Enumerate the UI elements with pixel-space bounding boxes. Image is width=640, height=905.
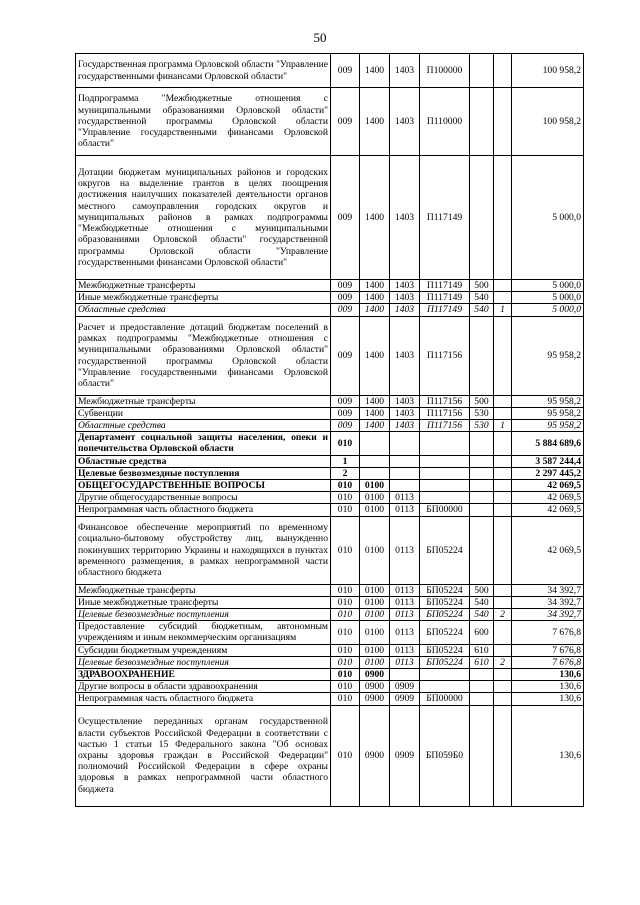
target-article-cell: П117156 (420, 316, 470, 395)
expense-type-cell: 500 (470, 280, 494, 292)
row-name-cell: Подпрограмма "Межбюджетные отношения с муниципальными образованиями Орловской области" государственной программы Орловской области "Управление государственными финансами Орловской области" (76, 88, 331, 156)
expense-type-cell: 530 (470, 420, 494, 432)
row-name-cell: Целевые безвозмездные поступления (76, 609, 331, 621)
expense-type-cell (470, 480, 494, 492)
funding-source-cell (494, 584, 512, 596)
row-name-cell: Департамент социальной защиты населения, опеки и попечительства Орловской области (76, 432, 331, 455)
ved-code-cell: 010 (331, 609, 360, 621)
row-name-cell: Субвенции (76, 407, 331, 419)
target-article-cell: БП05224 (420, 621, 470, 644)
ved-code-cell: 009 (331, 156, 360, 280)
section-code-cell (360, 467, 390, 479)
expense-type-cell: 540 (470, 596, 494, 608)
section-code-cell (360, 432, 390, 455)
amount-cell: 130,6 (512, 705, 584, 806)
target-article-cell: БП00000 (420, 693, 470, 705)
expense-type-cell (470, 681, 494, 693)
section-code-cell: 1400 (360, 280, 390, 292)
target-article-cell: БП05224 (420, 609, 470, 621)
ved-code-cell: 009 (331, 316, 360, 395)
amount-cell: 42 069,5 (512, 492, 584, 504)
section-code-cell: 1400 (360, 420, 390, 432)
amount-cell: 130,6 (512, 681, 584, 693)
amount-cell: 34 392,7 (512, 609, 584, 621)
amount-cell: 5 000,0 (512, 280, 584, 292)
amount-cell: 95 958,2 (512, 395, 584, 407)
section-code-cell: 0900 (360, 705, 390, 806)
target-article-cell: БП059Б0 (420, 705, 470, 806)
target-article-cell: БП05224 (420, 584, 470, 596)
funding-source-cell (494, 681, 512, 693)
subsection-code-cell (390, 467, 420, 479)
target-article-cell (420, 432, 470, 455)
ved-code-cell: 010 (331, 669, 360, 681)
expense-type-cell: 500 (470, 395, 494, 407)
amount-cell: 3 587 244,4 (512, 455, 584, 467)
funding-source-cell (494, 705, 512, 806)
amount-cell: 5 000,0 (512, 156, 584, 280)
section-code-cell: 1400 (360, 88, 390, 156)
funding-source-cell (494, 455, 512, 467)
amount-cell: 95 958,2 (512, 420, 584, 432)
section-code-cell: 0900 (360, 669, 390, 681)
ved-code-cell: 010 (331, 504, 360, 516)
ved-code-cell: 2 (331, 467, 360, 479)
target-article-cell: П117156 (420, 395, 470, 407)
section-code-cell: 0900 (360, 693, 390, 705)
table-row (76, 292, 584, 304)
section-code-cell: 0100 (360, 609, 390, 621)
table-row (76, 54, 584, 88)
amount-cell: 7 676,8 (512, 656, 584, 668)
expense-type-cell: 600 (470, 621, 494, 644)
funding-source-cell (494, 292, 512, 304)
ved-code-cell: 010 (331, 656, 360, 668)
subsection-code-cell: 0113 (390, 621, 420, 644)
table-row (76, 407, 584, 419)
subsection-code-cell (390, 669, 420, 681)
table-row (76, 644, 584, 656)
row-name-cell: Непрограммная часть областного бюджета (76, 504, 331, 516)
table-row (76, 395, 584, 407)
table-row (76, 455, 584, 467)
funding-source-cell (494, 395, 512, 407)
target-article-cell: П117149 (420, 304, 470, 316)
funding-source-cell (494, 467, 512, 479)
ved-code-cell: 1 (331, 455, 360, 467)
target-article-cell (420, 681, 470, 693)
section-code-cell: 0100 (360, 504, 390, 516)
row-name-cell: Другие вопросы в области здравоохранения (76, 681, 331, 693)
subsection-code-cell (390, 455, 420, 467)
section-code-cell: 0900 (360, 681, 390, 693)
expense-type-cell: 540 (470, 292, 494, 304)
target-article-cell (420, 669, 470, 681)
table-row (76, 596, 584, 608)
row-name-cell: Субсидии бюджетным учреждениям (76, 644, 331, 656)
row-name-cell: Межбюджетные трансферты (76, 395, 331, 407)
expense-type-cell (470, 455, 494, 467)
expense-type-cell: 530 (470, 407, 494, 419)
table-row (76, 681, 584, 693)
section-code-cell: 0100 (360, 644, 390, 656)
expense-type-cell (470, 693, 494, 705)
expense-type-cell (470, 467, 494, 479)
table-row (76, 693, 584, 705)
ved-code-cell: 009 (331, 88, 360, 156)
target-article-cell: П100000 (420, 54, 470, 88)
row-name-cell: Дотации бюджетам муниципальных районов и городских округов на выделение грантов в целях поощрения достижения наилучших показателей деятельности органов местного самоуправления городских округов и муниципальных районов в рамках подпрограммы "Межбюджетные отношения с муниципальными образованиями Орловской области" государственной программы Орловской области "Управление государственными финансами Орловской области" (76, 156, 331, 280)
table-row (76, 316, 584, 395)
ved-code-cell: 009 (331, 54, 360, 88)
row-name-cell: Областные средства (76, 455, 331, 467)
subsection-code-cell: 1403 (390, 54, 420, 88)
funding-source-cell (494, 492, 512, 504)
subsection-code-cell (390, 432, 420, 455)
ved-code-cell: 010 (331, 432, 360, 455)
funding-source-cell (494, 480, 512, 492)
row-name-cell: Иные межбюджетные трансферты (76, 596, 331, 608)
expense-type-cell (470, 156, 494, 280)
table-row (76, 584, 584, 596)
subsection-code-cell: 1403 (390, 420, 420, 432)
amount-cell: 5 000,0 (512, 304, 584, 316)
row-name-cell: Межбюджетные трансферты (76, 584, 331, 596)
table-row (76, 669, 584, 681)
subsection-code-cell: 1403 (390, 156, 420, 280)
subsection-code-cell: 0113 (390, 656, 420, 668)
section-code-cell: 1400 (360, 407, 390, 419)
funding-source-cell (494, 432, 512, 455)
target-article-cell: БП05224 (420, 596, 470, 608)
ved-code-cell: 010 (331, 584, 360, 596)
subsection-code-cell: 1403 (390, 304, 420, 316)
funding-source-cell (494, 88, 512, 156)
table-row (76, 88, 584, 156)
table-row (76, 705, 584, 806)
funding-source-cell: 1 (494, 304, 512, 316)
amount-cell: 34 392,7 (512, 584, 584, 596)
row-name-cell: ЗДРАВООХРАНЕНИЕ (76, 669, 331, 681)
section-code-cell: 1400 (360, 292, 390, 304)
expense-type-cell (470, 432, 494, 455)
subsection-code-cell: 0113 (390, 609, 420, 621)
funding-source-cell: 1 (494, 420, 512, 432)
subsection-code-cell: 1403 (390, 280, 420, 292)
section-code-cell: 0100 (360, 584, 390, 596)
ved-code-cell: 010 (331, 621, 360, 644)
subsection-code-cell: 0113 (390, 644, 420, 656)
target-article-cell: П117149 (420, 292, 470, 304)
ved-code-cell: 009 (331, 304, 360, 316)
target-article-cell: БП05224 (420, 644, 470, 656)
target-article-cell (420, 467, 470, 479)
table-row (76, 304, 584, 316)
budget-table (75, 53, 584, 807)
subsection-code-cell: 0909 (390, 705, 420, 806)
table-row (76, 420, 584, 432)
table-row (76, 492, 584, 504)
ved-code-cell: 010 (331, 596, 360, 608)
subsection-code-cell: 1403 (390, 395, 420, 407)
expense-type-cell (470, 54, 494, 88)
expense-type-cell: 540 (470, 609, 494, 621)
amount-cell: 7 676,8 (512, 621, 584, 644)
target-article-cell: П117156 (420, 407, 470, 419)
target-article-cell: П117149 (420, 156, 470, 280)
amount-cell: 95 958,2 (512, 316, 584, 395)
amount-cell: 100 958,2 (512, 54, 584, 88)
row-name-cell: Непрограммная часть областного бюджета (76, 693, 331, 705)
table-row (76, 504, 584, 516)
expense-type-cell (470, 705, 494, 806)
ved-code-cell: 009 (331, 420, 360, 432)
subsection-code-cell: 0909 (390, 681, 420, 693)
row-name-cell: Целевые безвозмездные поступления (76, 656, 331, 668)
subsection-code-cell: 1403 (390, 316, 420, 395)
funding-source-cell: 2 (494, 656, 512, 668)
funding-source-cell (494, 407, 512, 419)
section-code-cell: 0100 (360, 621, 390, 644)
table-row (76, 156, 584, 280)
expense-type-cell (470, 669, 494, 681)
subsection-code-cell: 0113 (390, 492, 420, 504)
table-row (76, 432, 584, 455)
subsection-code-cell: 0113 (390, 516, 420, 584)
section-code-cell: 1400 (360, 156, 390, 280)
expense-type-cell (470, 516, 494, 584)
funding-source-cell (494, 504, 512, 516)
funding-source-cell (494, 316, 512, 395)
section-code-cell: 1400 (360, 395, 390, 407)
expense-type-cell (470, 504, 494, 516)
expense-type-cell: 610 (470, 656, 494, 668)
table-row (76, 609, 584, 621)
table-row (76, 280, 584, 292)
ved-code-cell: 009 (331, 292, 360, 304)
amount-cell: 5 000,0 (512, 292, 584, 304)
row-name-cell: Другие общегосударственные вопросы (76, 492, 331, 504)
amount-cell: 2 297 445,2 (512, 467, 584, 479)
expense-type-cell (470, 492, 494, 504)
subsection-code-cell: 1403 (390, 88, 420, 156)
ved-code-cell: 010 (331, 705, 360, 806)
subsection-code-cell: 0113 (390, 584, 420, 596)
subsection-code-cell: 0113 (390, 596, 420, 608)
expense-type-cell (470, 88, 494, 156)
ved-code-cell: 009 (331, 407, 360, 419)
expense-type-cell (470, 316, 494, 395)
funding-source-cell (494, 596, 512, 608)
subsection-code-cell: 0113 (390, 504, 420, 516)
section-code-cell: 1400 (360, 54, 390, 88)
page-number: 50 (313, 30, 327, 45)
expense-type-cell: 610 (470, 644, 494, 656)
subsection-code-cell: 1403 (390, 407, 420, 419)
row-name-cell: Целевые безвозмездные поступления (76, 467, 331, 479)
row-name-cell: ОБЩЕГОСУДАРСТВЕННЫЕ ВОПРОСЫ (76, 480, 331, 492)
section-code-cell (360, 455, 390, 467)
funding-source-cell (494, 54, 512, 88)
section-code-cell: 0100 (360, 492, 390, 504)
target-article-cell: П117156 (420, 420, 470, 432)
ved-code-cell: 010 (331, 681, 360, 693)
target-article-cell (420, 480, 470, 492)
funding-source-cell (494, 669, 512, 681)
amount-cell: 130,6 (512, 669, 584, 681)
funding-source-cell (494, 621, 512, 644)
funding-source-cell (494, 516, 512, 584)
row-name-cell: Областные средства (76, 304, 331, 316)
subsection-code-cell: 1403 (390, 292, 420, 304)
ved-code-cell: 010 (331, 492, 360, 504)
row-name-cell: Иные межбюджетные трансферты (76, 292, 331, 304)
section-code-cell: 0100 (360, 480, 390, 492)
amount-cell: 7 676,8 (512, 644, 584, 656)
row-name-cell: Государственная программа Орловской области "Управление государственными финансами Орловской области" (76, 54, 331, 88)
row-name-cell: Предоставление субсидий бюджетным, автономным учреждениям и иным некоммерческим организациям (76, 621, 331, 644)
section-code-cell: 1400 (360, 316, 390, 395)
row-name-cell: Финансовое обеспечение мероприятий по временному социально-бытовому обустройству лиц, вынужденно покинувших территорию Украины и находящихся в пунктах временного размещения, в рамках непрограммной части областного бюджета (76, 516, 331, 584)
section-code-cell: 0100 (360, 596, 390, 608)
ved-code-cell: 010 (331, 516, 360, 584)
table-row (76, 621, 584, 644)
row-name-cell: Межбюджетные трансферты (76, 280, 331, 292)
amount-cell: 42 069,5 (512, 480, 584, 492)
target-article-cell: П110000 (420, 88, 470, 156)
funding-source-cell: 2 (494, 609, 512, 621)
row-name-cell: Осуществление переданных органам государственной власти субъектов Российской Федерации в соответствии с частью 1 статьи 15 Федерального закона "Об основах охраны здоровья граждан в Российской Федерации" полномочий Российской Федерации в сфере охраны здоровья в рамках непрограммной части областного бюджета (76, 705, 331, 806)
target-article-cell (420, 455, 470, 467)
ved-code-cell: 009 (331, 280, 360, 292)
target-article-cell: БП05224 (420, 516, 470, 584)
row-name-cell: Расчет и предоставление дотаций бюджетам поселений в рамках подпрограммы "Межбюджетные отношения с муниципальными образованиями Орловской области" государственной программы Орловской области "Управление государственными финансами Орловской области" (76, 316, 331, 395)
funding-source-cell (494, 280, 512, 292)
amount-cell: 130,6 (512, 693, 584, 705)
section-code-cell: 0100 (360, 516, 390, 584)
funding-source-cell (494, 644, 512, 656)
section-code-cell: 1400 (360, 304, 390, 316)
table-row (76, 656, 584, 668)
expense-type-cell: 500 (470, 584, 494, 596)
target-article-cell: БП00000 (420, 504, 470, 516)
target-article-cell: П117149 (420, 280, 470, 292)
section-code-cell: 0100 (360, 656, 390, 668)
ved-code-cell: 010 (331, 644, 360, 656)
funding-source-cell (494, 693, 512, 705)
amount-cell: 42 069,5 (512, 504, 584, 516)
target-article-cell: БП05224 (420, 656, 470, 668)
table-row (76, 467, 584, 479)
amount-cell: 42 069,5 (512, 516, 584, 584)
expense-type-cell: 540 (470, 304, 494, 316)
amount-cell: 34 392,7 (512, 596, 584, 608)
funding-source-cell (494, 156, 512, 280)
row-name-cell: Областные средства (76, 420, 331, 432)
table-row (76, 516, 584, 584)
table-row (76, 480, 584, 492)
amount-cell: 95 958,2 (512, 407, 584, 419)
subsection-code-cell: 0909 (390, 693, 420, 705)
amount-cell: 5 884 689,6 (512, 432, 584, 455)
ved-code-cell: 010 (331, 693, 360, 705)
target-article-cell (420, 492, 470, 504)
ved-code-cell: 009 (331, 395, 360, 407)
ved-code-cell: 010 (331, 480, 360, 492)
subsection-code-cell (390, 480, 420, 492)
amount-cell: 100 958,2 (512, 88, 584, 156)
